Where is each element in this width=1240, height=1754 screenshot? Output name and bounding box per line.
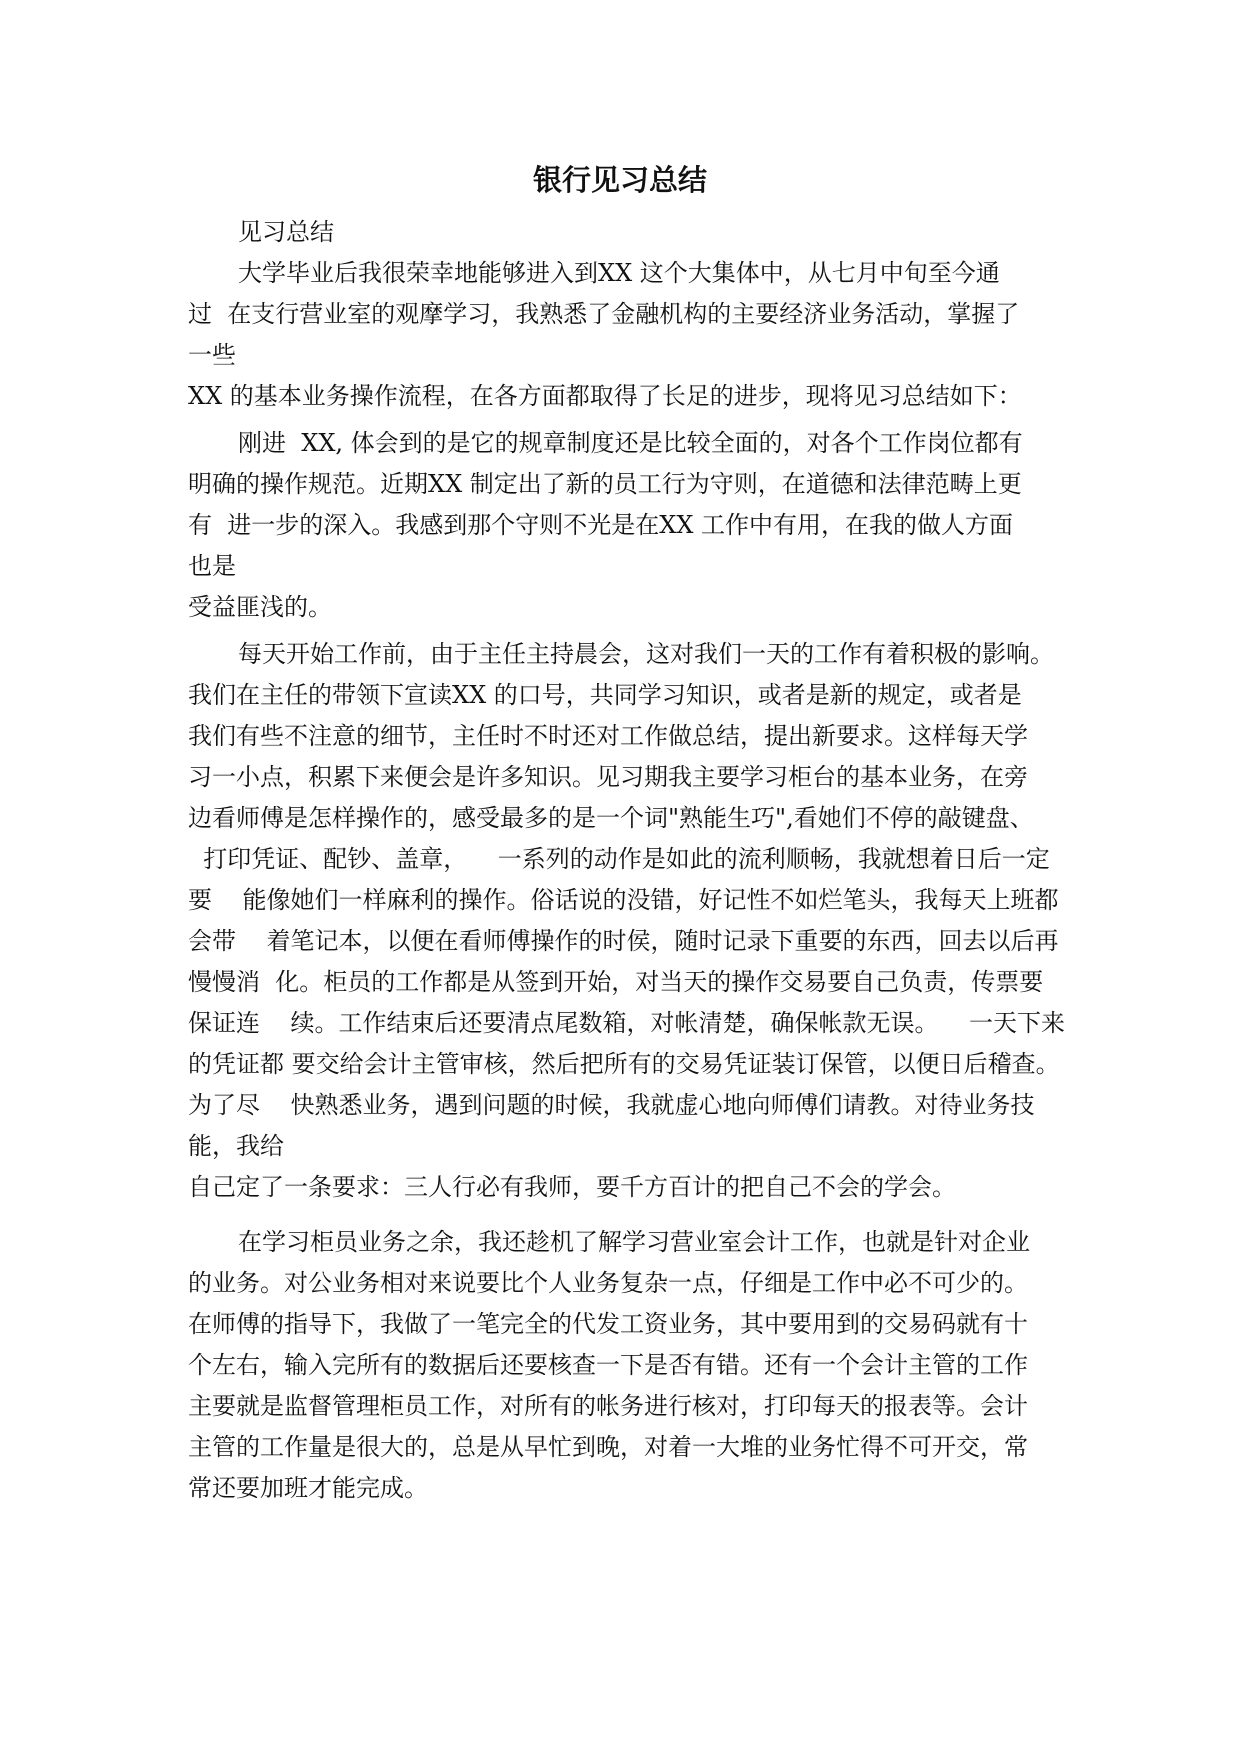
- text-line: 在师傅的指导下，我做了一笔完全的代发工资业务，其中要用到的交易码就有十: [188, 1310, 1028, 1338]
- text-line: 能，我给: [188, 1132, 284, 1160]
- text-line: 明确的操作规范。近期XX 制定出了新的员工行为守则，在道德和法律范畴上更: [188, 470, 1022, 498]
- text-line: 每天开始工作前，由于主任主持晨会，这对我们一天的工作有着积极的影响。: [238, 640, 1054, 668]
- text-line: 打印凭证、配钞、盖章， 一系列的动作是如此的流利顺畅，我就想着日后一定: [188, 845, 1050, 873]
- document-body: [188, 212, 1068, 1509]
- text-line: 我们有些不注意的细节，主任时不时还对工作做总结，提出新要求。这样每天学: [188, 722, 1028, 750]
- text-line: 的业务。对公业务相对来说要比个人业务复杂一点，仔细是工作中必不可少的。: [188, 1269, 1028, 1297]
- text-line: 保证连 续。工作结束后还要清点尾数箱，对帐清楚，确保帐款无误。 一天下来: [188, 1009, 1066, 1037]
- text-line: 自己定了一条要求：三人行必有我师，要千方百计的把自己不会的学会。: [188, 1173, 956, 1201]
- paragraph-gap: [188, 1208, 1068, 1222]
- text-line: 刚进 XX, 体会到的是它的规章制度还是比较全面的，对各个工作岗位都有: [238, 429, 1023, 457]
- text-line: 有 进一步的深入。我感到那个守则不光是在XX 工作中有用，在我的做人方面: [188, 511, 1014, 539]
- text-line: 在学习柜员业务之余，我还趁机了解学习营业室会计工作，也就是针对企业: [238, 1228, 1030, 1256]
- text-line: 我们在主任的带领下宣读XX 的口号，共同学习知识，或者是新的规定，或者是: [188, 681, 1022, 709]
- text-line: 的凭证都 要交给会计主管审核，然后把所有的交易凭证装订保管，以便日后稽查。: [188, 1050, 1060, 1078]
- text-line: 过 在支行营业室的观摩学习，我熟悉了金融机构的主要经济业务活动，掌握了: [188, 300, 1020, 328]
- text-line: 个左右，输入完所有的数据后还要核查一下是否有错。还有一个会计主管的工作: [188, 1351, 1028, 1379]
- text-line: 会带 着笔记本，以便在看师傅操作的时侯，随时记录下重要的东西，回去以后再: [188, 927, 1059, 955]
- text-line: 习一小点，积累下来便会是许多知识。见习期我主要学习柜台的基本业务，在旁: [188, 763, 1028, 791]
- document-title: 银行见习总结: [532, 163, 707, 197]
- text-line: XX 的基本业务操作流程，在各方面都取得了长足的进步，现将见习总结如下：: [188, 382, 1022, 410]
- text-line: 慢慢消 化。柜员的工作都是从签到开始，对当天的操作交易要自己负责，传票要: [188, 968, 1044, 996]
- text-line: 为了尽 快熟悉业务，遇到问题的时候，我就虚心地向师傅们请教。对待业务技: [188, 1091, 1035, 1119]
- text-line: 也是: [188, 552, 236, 580]
- text-line: 要 能像她们一样麻利的操作。俗话说的没错，好记性不如烂笔头，我每天上班都: [188, 886, 1059, 914]
- text-line: 见习总结: [238, 218, 334, 246]
- text-line: 一些: [188, 341, 236, 369]
- text-line: 大学毕业后我很荣幸地能够进入到XX 这个大集体中，从七月中旬至今通: [238, 259, 1000, 287]
- text-line: 主要就是监督管理柜员工作，对所有的帐务进行核对，打印每天的报表等。会计: [188, 1392, 1028, 1420]
- text-line: 常还要加班才能完成。: [188, 1474, 428, 1502]
- text-line: 受益匪浅的。: [188, 593, 332, 621]
- text-line: 边看师傅是怎样操作的，感受最多的是一个词"熟能生巧",看她们不停的敲键盘、: [188, 804, 1034, 832]
- text-line: 主管的工作量是很大的，总是从早忙到晚，对着一大堆的业务忙得不可开交，常: [188, 1433, 1028, 1461]
